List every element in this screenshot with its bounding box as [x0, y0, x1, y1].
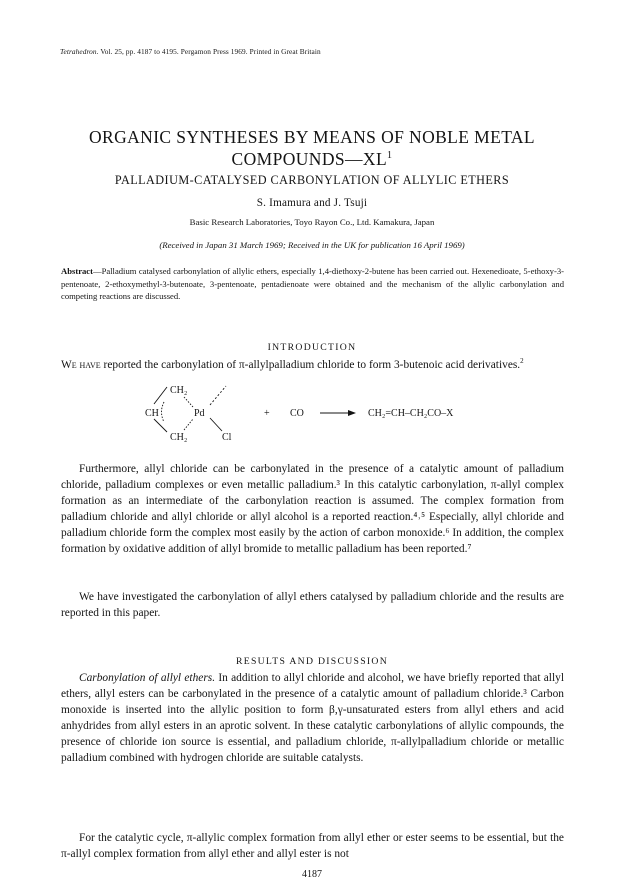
- intro-paragraph-3: We have investigated the carbonylation of allyl ethers catalysed by palladium chloride and the results are reported in this paper.: [61, 591, 564, 619]
- results-paragraph-2: For the catalytic cycle, π-allylic complex formation from allyl ether or ester seems to be essential, but the π-allyl complex formation from allyl ether and allyl ester is not: [61, 832, 564, 860]
- scheme-pd-cl-bond: [210, 418, 222, 431]
- intro-paragraph-1: [61, 357, 564, 373]
- title-line-2: [0, 149, 624, 170]
- scheme-co: CO: [290, 408, 304, 419]
- introduction-heading: INTRODUCTION: [267, 342, 357, 353]
- intro-lead-words: We have: [61, 359, 101, 371]
- title-line-2-text: COMPOUNDS—XL: [231, 149, 388, 169]
- received-dates: (Received in Japan 31 March 1969; Received in the UK for publication 16 April 1969): [159, 240, 465, 250]
- subtitle: PALLADIUM-CATALYSED CARBONYLATION OF ALLYLIC ETHERS: [114, 173, 510, 187]
- scheme-pd-bridge-up: [210, 386, 226, 405]
- scheme-ch: CH: [145, 408, 159, 419]
- results-heading: RESULTS AND DISCUSSION: [235, 656, 389, 667]
- results-lead-words: Carbonylation of allyl ethers.: [79, 672, 216, 684]
- header-details: Vol. 25, pp. 4187 to 4195. Pergamon Press 1969. Printed in Great Britain: [98, 47, 321, 56]
- results-paragraph-1: [61, 670, 564, 766]
- scheme-pd-bond-bottom: [184, 419, 193, 430]
- scheme-ch2-top: CH₂: [170, 385, 188, 396]
- intro-paragraph-2: Furthermore, allyl chloride can be carbonylated in the presence of a catalytic amount of palladium chloride, palladium complexes or even metallic palladium.³ In this catalytic carbonylation, π-allyl complex formation as an intermediate of the carbonylation reaction is assumed. The complex formation from palladium chloride and allyl chloride or allyl alcohol is a reported reaction.⁴˒⁵ Especially, allyl chloride and palladium chloride form the complex most easily by the action of carbon monoxide.⁶ In addition, the complex formation by oxidative addition of allyl bromide to metallic palladium has been reported.⁷: [61, 463, 564, 555]
- title-footnote-mark: 1: [387, 150, 393, 161]
- scheme-ch2-bottom: CH₂: [170, 432, 188, 443]
- scheme-plus: +: [264, 408, 270, 419]
- scheme-product: CH₂=CH–CH₂CO–X: [368, 408, 454, 419]
- journal-name: Tetrahedron.: [60, 47, 99, 56]
- running-header: [60, 47, 321, 56]
- authors: S. Imamura and J. Tsuji: [256, 197, 368, 209]
- scheme-allyl-arc: [162, 402, 165, 422]
- reaction-scheme: [140, 378, 540, 450]
- scheme-cl: Cl: [222, 432, 232, 443]
- scheme-pd-bond-top: [184, 397, 193, 407]
- results-paragraph-1-text: In addition to allyl chloride and alcohol, we have briefly reported that allyl ethers, allyl esters can be carbonylated in the presence of a catalytic amount of palladium chloride.³ Carbon monoxide is inserted into the allylic position to form β,γ-unsaturated esters from allyl ethers and acid anhydrides from allyl esters in an aprotic solvent. In these catalytic carbonylations of allylic compounds, the presence of chloride ion source is essential, and palladium chloride, π-allylpalladium chloride or metallic palladium combined with hydrogen chloride are suitable catalysts.: [61, 672, 564, 764]
- abstract: [61, 265, 564, 303]
- title-line-1: ORGANIC SYNTHESES BY MEANS OF NOBLE METAL: [88, 127, 536, 147]
- affiliation: Basic Research Laboratories, Toyo Rayon Co., Ltd. Kamakura, Japan: [189, 217, 435, 227]
- intro-paragraph-1-text: reported the carbonylation of π-allylpalladium chloride to form 3-butenoic acid derivatives.: [100, 359, 521, 371]
- scheme-bond-bottom: [154, 419, 167, 432]
- scheme-arrow-head: [348, 410, 356, 416]
- scheme-pd: Pd: [194, 408, 205, 419]
- page-number: 4187: [302, 869, 322, 880]
- scheme-bond-top: [154, 387, 167, 404]
- abstract-text: —Palladium catalysed carbonylation of allylic ethers, especially 1,4-diethoxy-2-butene has been carried out. Hexenedioate, 5-ethoxy-3-pentenoate, 2-ethoxymethyl-3-butenoate, 3-pentenoate, pentadienoate were obtained and the mechanism of the allylic carbonylation and competing reactions are discussed.: [61, 266, 564, 302]
- abstract-label: Abstract: [61, 266, 93, 276]
- intro-paragraph-1-ref: 2: [520, 357, 524, 365]
